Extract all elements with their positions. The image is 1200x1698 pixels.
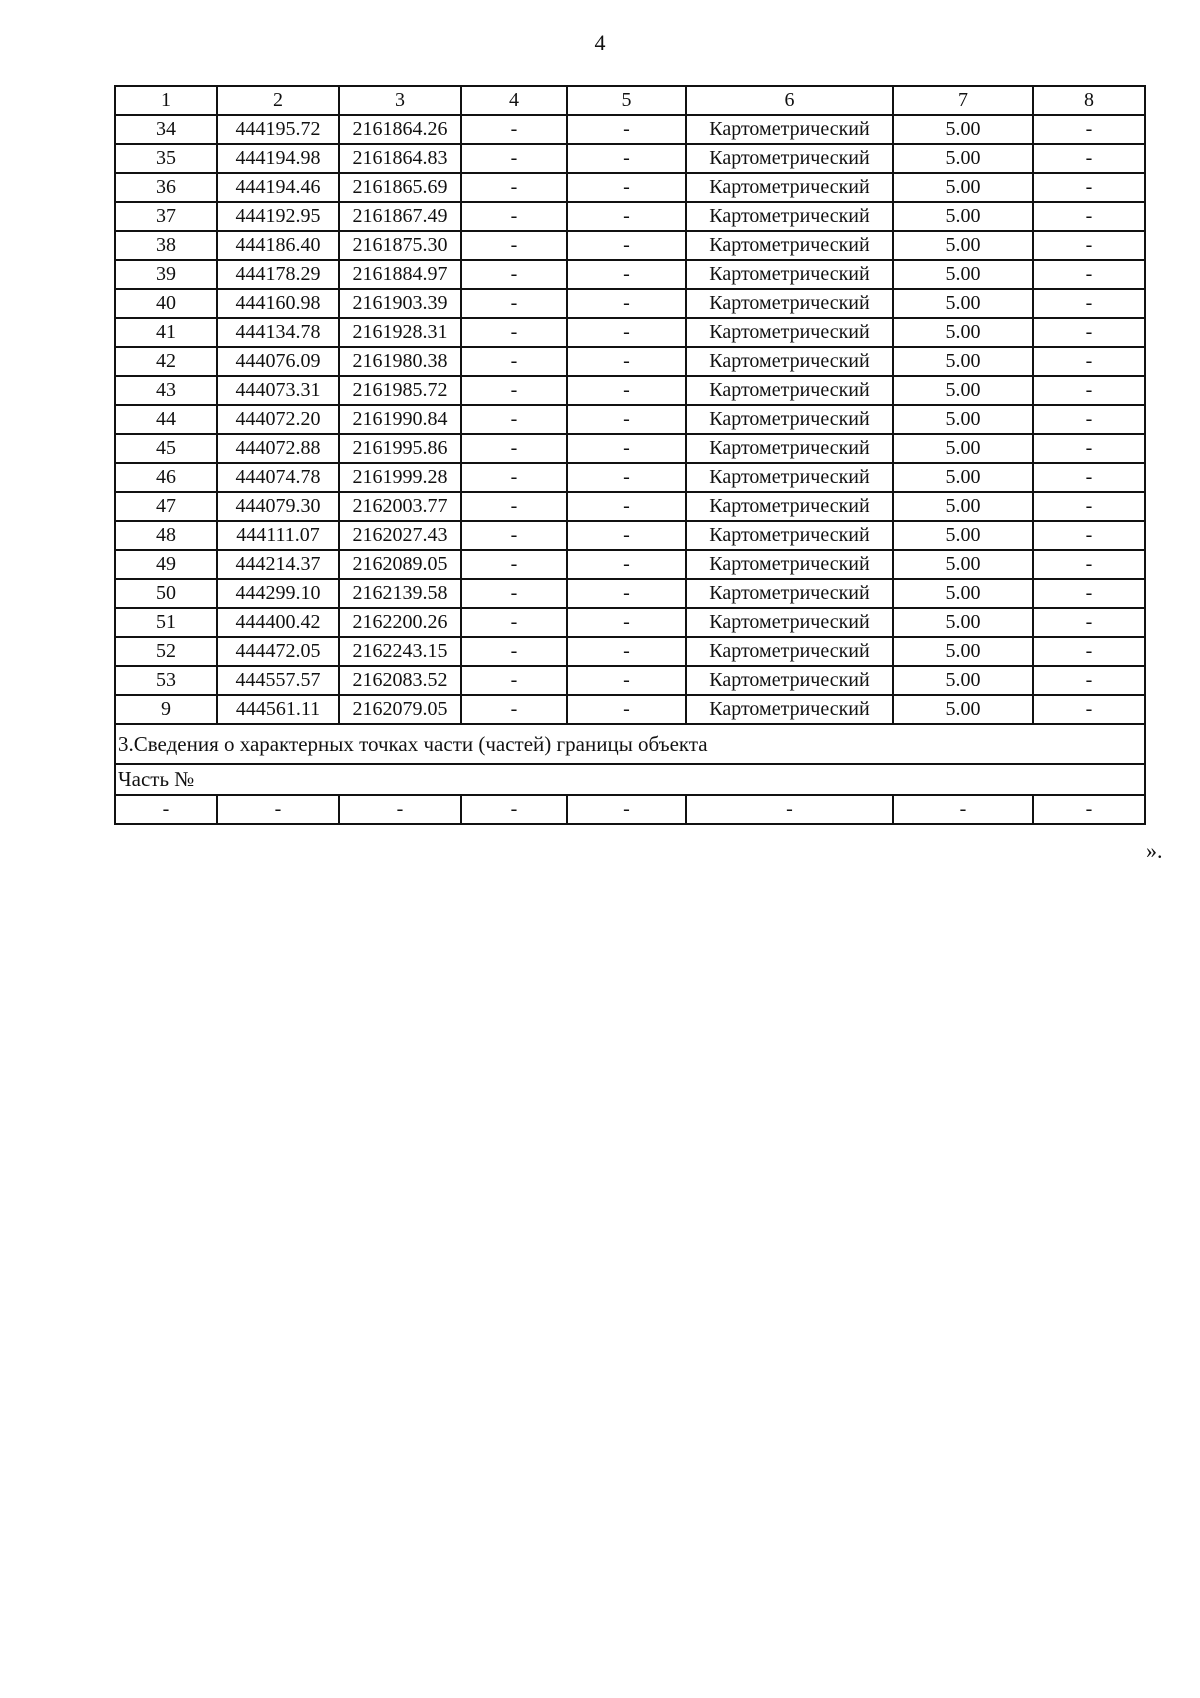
precision-cell: 5.00 [893, 434, 1033, 463]
col-8-cell: - [1033, 318, 1145, 347]
point-number-cell: 45 [115, 434, 217, 463]
col-4-cell: - [461, 144, 567, 173]
method-cell: Картометрический [686, 434, 893, 463]
col-5-cell: - [567, 550, 686, 579]
y-coordinate-cell: 2161875.30 [339, 231, 461, 260]
table-row [115, 115, 1145, 144]
col-5-cell: - [567, 260, 686, 289]
method-cell: Картометрический [686, 318, 893, 347]
y-coordinate-cell: 2162243.15 [339, 637, 461, 666]
point-number-cell: 9 [115, 695, 217, 724]
y-coordinate-cell: 2161864.26 [339, 115, 461, 144]
method-cell: Картометрический [686, 608, 893, 637]
table-row [115, 579, 1145, 608]
col-8-cell: - [1033, 231, 1145, 260]
method-cell: - [686, 795, 893, 824]
precision-cell: 5.00 [893, 637, 1033, 666]
x-coordinate-cell: 444074.78 [217, 463, 339, 492]
point-number-cell: 40 [115, 289, 217, 318]
method-cell: Картометрический [686, 521, 893, 550]
y-coordinate-cell: 2161864.83 [339, 144, 461, 173]
col-5-cell: - [567, 695, 686, 724]
method-cell: Картометрический [686, 492, 893, 521]
col-8-cell: - [1033, 347, 1145, 376]
col-5-cell: - [567, 521, 686, 550]
col-4-cell: - [461, 347, 567, 376]
y-coordinate-cell: 2161995.86 [339, 434, 461, 463]
part-data-row [115, 795, 1145, 824]
precision-cell: 5.00 [893, 579, 1033, 608]
x-coordinate-cell: 444299.10 [217, 579, 339, 608]
part-label-row [115, 764, 1145, 795]
point-number-cell: 44 [115, 405, 217, 434]
col-4-cell: - [461, 202, 567, 231]
x-coordinate-cell: 444134.78 [217, 318, 339, 347]
col-8-cell: - [1033, 289, 1145, 318]
y-coordinate-cell: 2161884.97 [339, 260, 461, 289]
col-8-cell: - [1033, 521, 1145, 550]
method-cell: Картометрический [686, 202, 893, 231]
precision-cell: 5.00 [893, 144, 1033, 173]
y-coordinate-cell: 2162083.52 [339, 666, 461, 695]
col-8-cell: - [1033, 434, 1145, 463]
y-coordinate-cell: 2161867.49 [339, 202, 461, 231]
y-coordinate-cell: 2161865.69 [339, 173, 461, 202]
x-coordinate-cell: 444194.46 [217, 173, 339, 202]
precision-cell: 5.00 [893, 376, 1033, 405]
coordinates-table [114, 85, 1146, 825]
col-4-cell: - [461, 231, 567, 260]
col-4-cell: - [461, 666, 567, 695]
method-cell: Картометрический [686, 144, 893, 173]
x-coordinate-cell: 444072.20 [217, 405, 339, 434]
method-cell: Картометрический [686, 550, 893, 579]
method-cell: Картометрический [686, 231, 893, 260]
table-row [115, 173, 1145, 202]
y-coordinate-cell: 2161903.39 [339, 289, 461, 318]
table-row [115, 144, 1145, 173]
col-8-cell: - [1033, 405, 1145, 434]
precision-cell: 5.00 [893, 463, 1033, 492]
col-8-cell: - [1033, 173, 1145, 202]
col-8-cell: 8 [1033, 86, 1145, 115]
point-number-cell: 52 [115, 637, 217, 666]
x-coordinate-cell: 444178.29 [217, 260, 339, 289]
table-row [115, 376, 1145, 405]
table-row [115, 695, 1145, 724]
col-5-cell: - [567, 579, 686, 608]
table-body [115, 86, 1145, 824]
col-8-cell: - [1033, 492, 1145, 521]
method-cell: Картометрический [686, 666, 893, 695]
col-8-cell: - [1033, 795, 1145, 824]
method-cell: 6 [686, 86, 893, 115]
method-cell: Картометрический [686, 463, 893, 492]
col-4-cell: - [461, 434, 567, 463]
col-8-cell: - [1033, 202, 1145, 231]
col-4-cell: - [461, 695, 567, 724]
point-number-cell: 50 [115, 579, 217, 608]
method-cell: Картометрический [686, 579, 893, 608]
col-8-cell: - [1033, 666, 1145, 695]
table-row [115, 260, 1145, 289]
table-row [115, 492, 1145, 521]
y-coordinate-cell: 3 [339, 86, 461, 115]
method-cell: Картометрический [686, 173, 893, 202]
col-4-cell: - [461, 173, 567, 202]
table-row [115, 463, 1145, 492]
col-8-cell: - [1033, 579, 1145, 608]
col-4-cell: - [461, 405, 567, 434]
header-row [115, 86, 1145, 115]
x-coordinate-cell: 444073.31 [217, 376, 339, 405]
col-8-cell: - [1033, 115, 1145, 144]
point-number-cell: 43 [115, 376, 217, 405]
page-number: 4 [594, 30, 606, 55]
col-8-cell: - [1033, 376, 1145, 405]
point-number-cell: 39 [115, 260, 217, 289]
precision-cell: 5.00 [893, 202, 1033, 231]
method-cell: Картометрический [686, 289, 893, 318]
col-5-cell: - [567, 318, 686, 347]
point-number-cell: 47 [115, 492, 217, 521]
col-4-cell: - [461, 260, 567, 289]
col-5-cell: - [567, 434, 686, 463]
x-coordinate-cell: 444160.98 [217, 289, 339, 318]
col-5-cell: - [567, 202, 686, 231]
precision-cell: 5.00 [893, 492, 1033, 521]
table-row [115, 666, 1145, 695]
closing-quote: ». [1146, 838, 1163, 863]
col-4-cell: - [461, 521, 567, 550]
col-4-cell: - [461, 492, 567, 521]
y-coordinate-cell: 2161985.72 [339, 376, 461, 405]
x-coordinate-cell: 444076.09 [217, 347, 339, 376]
x-coordinate-cell: 444400.42 [217, 608, 339, 637]
precision-cell: 5.00 [893, 260, 1033, 289]
precision-cell: 5.00 [893, 608, 1033, 637]
precision-cell: 5.00 [893, 318, 1033, 347]
col-8-cell: - [1033, 695, 1145, 724]
col-5-cell: - [567, 173, 686, 202]
col-8-cell: - [1033, 144, 1145, 173]
point-number-cell: 41 [115, 318, 217, 347]
y-coordinate-cell: 2162003.77 [339, 492, 461, 521]
part-label: Часть № [115, 764, 1145, 795]
table-row [115, 550, 1145, 579]
precision-cell: 5.00 [893, 405, 1033, 434]
col-5-cell: - [567, 463, 686, 492]
col-4-cell: - [461, 376, 567, 405]
col-5-cell: - [567, 405, 686, 434]
col-4-cell: - [461, 579, 567, 608]
col-4-cell: - [461, 318, 567, 347]
precision-cell: 5.00 [893, 231, 1033, 260]
x-coordinate-cell: 444079.30 [217, 492, 339, 521]
col-4-cell: - [461, 608, 567, 637]
col-5-cell: - [567, 666, 686, 695]
col-4-cell: - [461, 289, 567, 318]
section-title: 3.Сведения о характерных точках части (частей) границы объекта [115, 724, 1145, 764]
y-coordinate-cell: 2162027.43 [339, 521, 461, 550]
y-coordinate-cell: 2162139.58 [339, 579, 461, 608]
point-number-cell: 34 [115, 115, 217, 144]
y-coordinate-cell: 2162089.05 [339, 550, 461, 579]
point-number-cell: - [115, 795, 217, 824]
x-coordinate-cell: 444192.95 [217, 202, 339, 231]
table-row [115, 318, 1145, 347]
precision-cell: 5.00 [893, 521, 1033, 550]
x-coordinate-cell: 2 [217, 86, 339, 115]
point-number-cell: 51 [115, 608, 217, 637]
col-5-cell: - [567, 231, 686, 260]
method-cell: Картометрический [686, 405, 893, 434]
precision-cell: - [893, 795, 1033, 824]
table-row [115, 289, 1145, 318]
col-4-cell: 4 [461, 86, 567, 115]
col-4-cell: - [461, 637, 567, 666]
x-coordinate-cell: 444472.05 [217, 637, 339, 666]
point-number-cell: 38 [115, 231, 217, 260]
y-coordinate-cell: 2161928.31 [339, 318, 461, 347]
precision-cell: 5.00 [893, 347, 1033, 376]
col-4-cell: - [461, 115, 567, 144]
method-cell: Картометрический [686, 376, 893, 405]
y-coordinate-cell: - [339, 795, 461, 824]
x-coordinate-cell: 444194.98 [217, 144, 339, 173]
col-8-cell: - [1033, 260, 1145, 289]
point-number-cell: 1 [115, 86, 217, 115]
x-coordinate-cell: 444214.37 [217, 550, 339, 579]
point-number-cell: 48 [115, 521, 217, 550]
table-row [115, 231, 1145, 260]
method-cell: Картометрический [686, 637, 893, 666]
col-5-cell: - [567, 289, 686, 318]
y-coordinate-cell: 2161980.38 [339, 347, 461, 376]
col-8-cell: - [1033, 463, 1145, 492]
y-coordinate-cell: 2161990.84 [339, 405, 461, 434]
col-5-cell: - [567, 347, 686, 376]
col-4-cell: - [461, 550, 567, 579]
method-cell: Картометрический [686, 347, 893, 376]
col-5-cell: - [567, 637, 686, 666]
point-number-cell: 35 [115, 144, 217, 173]
precision-cell: 5.00 [893, 695, 1033, 724]
point-number-cell: 46 [115, 463, 217, 492]
y-coordinate-cell: 2162200.26 [339, 608, 461, 637]
col-5-cell: - [567, 608, 686, 637]
point-number-cell: 37 [115, 202, 217, 231]
col-8-cell: - [1033, 637, 1145, 666]
col-5-cell: - [567, 144, 686, 173]
table-row [115, 405, 1145, 434]
table-row [115, 434, 1145, 463]
point-number-cell: 49 [115, 550, 217, 579]
table-row [115, 608, 1145, 637]
point-number-cell: 42 [115, 347, 217, 376]
table-row [115, 347, 1145, 376]
col-8-cell: - [1033, 608, 1145, 637]
y-coordinate-cell: 2161999.28 [339, 463, 461, 492]
method-cell: Картометрический [686, 260, 893, 289]
y-coordinate-cell: 2162079.05 [339, 695, 461, 724]
col-5-cell: - [567, 795, 686, 824]
x-coordinate-cell: 444195.72 [217, 115, 339, 144]
col-8-cell: - [1033, 550, 1145, 579]
point-number-cell: 53 [115, 666, 217, 695]
method-cell: Картометрический [686, 695, 893, 724]
x-coordinate-cell: 444186.40 [217, 231, 339, 260]
x-coordinate-cell: 444557.57 [217, 666, 339, 695]
table-row [115, 637, 1145, 666]
table-row [115, 521, 1145, 550]
x-coordinate-cell: - [217, 795, 339, 824]
precision-cell: 5.00 [893, 173, 1033, 202]
precision-cell: 5.00 [893, 550, 1033, 579]
col-4-cell: - [461, 463, 567, 492]
col-5-cell: - [567, 492, 686, 521]
col-5-cell: - [567, 115, 686, 144]
precision-cell: 5.00 [893, 289, 1033, 318]
point-number-cell: 36 [115, 173, 217, 202]
precision-cell: 5.00 [893, 115, 1033, 144]
x-coordinate-cell: 444072.88 [217, 434, 339, 463]
precision-cell: 7 [893, 86, 1033, 115]
section-title-row [115, 724, 1145, 764]
x-coordinate-cell: 444561.11 [217, 695, 339, 724]
col-5-cell: - [567, 376, 686, 405]
col-4-cell: - [461, 795, 567, 824]
col-5-cell: 5 [567, 86, 686, 115]
precision-cell: 5.00 [893, 666, 1033, 695]
x-coordinate-cell: 444111.07 [217, 521, 339, 550]
method-cell: Картометрический [686, 115, 893, 144]
table-row [115, 202, 1145, 231]
